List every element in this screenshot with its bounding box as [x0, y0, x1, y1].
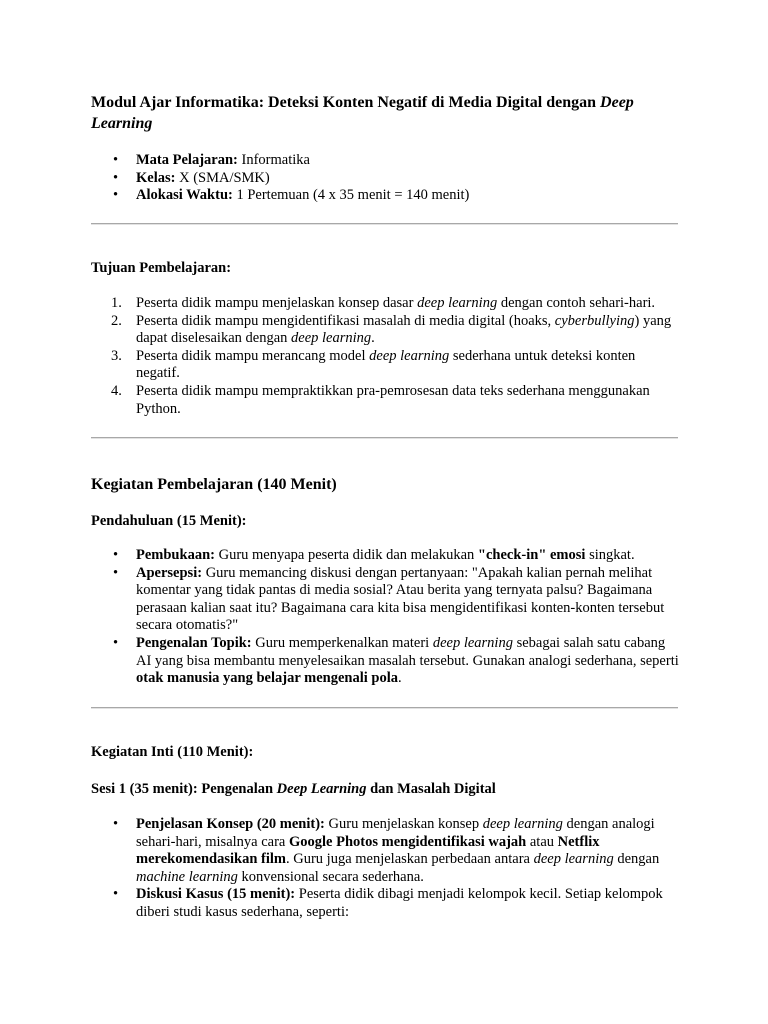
info-list: [91, 152, 679, 205]
pendahuluan-heading: Pendahuluan (15 Menit):: [91, 513, 247, 529]
pendahuluan-item: • Pengenalan Topik: Guru memperkenalkan materi deep learning sebagai salah satu cabang AI yang bisa membantu menyelesaikan masalah tersebut. Gunakan analogi sederhana, seperti otak manusia yang belajar mengenali pola.: [91, 635, 679, 688]
divider: [91, 437, 678, 439]
divider: [91, 223, 678, 225]
info-item: • Alokasi Waktu: 1 Pertemuan (4 x 35 menit = 140 menit): [91, 187, 679, 205]
tujuan-list: [91, 295, 679, 418]
document-title: [91, 92, 679, 134]
pendahuluan-item: • Pembukaan: Guru menyapa peserta didik dan melakukan "check-in" emosi singkat.: [91, 547, 679, 565]
tujuan-item: 3. Peserta didik mampu merancang model deep learning sederhana untuk deteksi konten negatif.: [111, 347, 636, 382]
info-item: • Mata Pelajaran: Informatika: [91, 152, 679, 170]
inti-list: [91, 816, 679, 922]
inti-item: • Diskusi Kasus (15 menit): Peserta didik dibagi menjadi kelompok kecil. Setiap kelompok diberi studi kasus sederhana, seperti:: [91, 886, 679, 921]
sesi1-heading: Sesi 1 (35 menit): Pengenalan Deep Learning dan Masalah Digital: [91, 781, 496, 797]
kegiatan-heading: Kegiatan Pembelajaran (140 Menit): [91, 476, 337, 493]
tujuan-item: 2. Peserta didik mampu mengidentifikasi masalah di media digital (hoaks, cyberbullying) yang dapat diselesaikan dengan deep learning.: [111, 312, 672, 347]
divider: [91, 707, 678, 709]
inti-heading: Kegiatan Inti (110 Menit):: [91, 744, 254, 760]
tujuan-item: 4. Peserta didik mampu mempraktikkan pra-pemrosesan data teks sederhana menggunakan Python.: [111, 382, 650, 417]
pendahuluan-list: [91, 547, 679, 688]
title-italic: Deep Learning: [91, 94, 634, 132]
tujuan-item: 1. Peserta didik mampu menjelaskan konsep dasar deep learning dengan contoh sehari-hari.: [111, 295, 656, 311]
tujuan-heading: Tujuan Pembelajaran:: [91, 260, 232, 276]
title-text: Modul Ajar Informatika: Deteksi Konten Negatif di Media Digital dengan: [91, 94, 601, 111]
info-item: • Kelas: X (SMA/SMK): [91, 170, 679, 188]
pendahuluan-item: • Apersepsi: Guru memancing diskusi dengan pertanyaan: "Apakah kalian pernah melihat komentar yang tidak pantas di media sosial? Atau berita yang ternyata palsu? Bagaimana perasaan kalian saat itu? Bagaimana cara kita bisa mengidentifikasi konten-konten tersebut secara otomatis?": [91, 565, 679, 635]
inti-item: • Penjelasan Konsep (20 menit): Guru menjelaskan konsep deep learning dengan analogi sehari-hari, misalnya cara Google Photos mengidentifikasi wajah atau Netflix merekomendasikan film. Guru juga menjelaskan perbedaan antara deep learning dengan machine learning konvensional secara sederhana.: [91, 816, 679, 886]
